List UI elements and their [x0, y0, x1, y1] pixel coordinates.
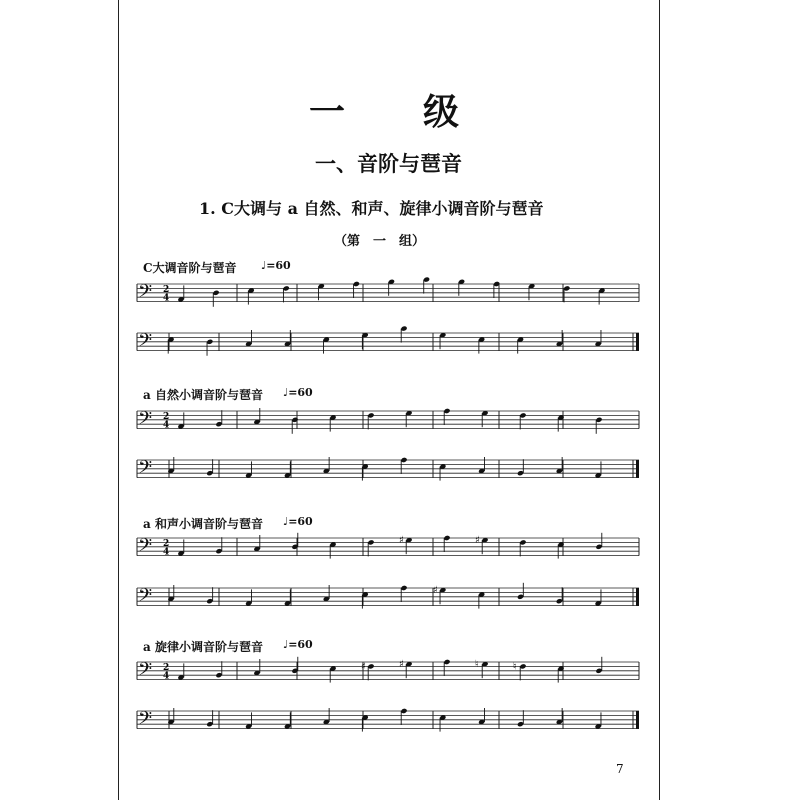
accidental: ♯: [399, 659, 404, 671]
accidental: ♯: [475, 535, 480, 547]
scale-title: a 自然小调音阶与琶音: [143, 388, 263, 402]
tempo-marking: ♩=60: [283, 638, 313, 651]
group-label: （第 一 组）: [334, 234, 426, 249]
time-signature-top: 2: [163, 662, 170, 673]
bass-clef: 𝄢: [138, 659, 153, 685]
tempo-marking: ♩=60: [261, 259, 291, 272]
final-bar-thick: [636, 333, 639, 351]
tempo-marking: ♩=60: [283, 515, 313, 528]
scale-title: C大调音阶与琶音: [143, 261, 237, 275]
time-signature-bottom: 4: [163, 547, 170, 558]
bass-clef: 𝄢: [138, 330, 153, 356]
bass-clef: 𝄢: [138, 457, 153, 483]
time-signature-bottom: 4: [163, 671, 170, 682]
accidental: ♮: [475, 659, 479, 671]
time-signature-top: 2: [163, 284, 170, 295]
bass-clef: 𝄢: [138, 535, 153, 561]
final-bar-thick: [636, 588, 639, 606]
accidental: ♯: [399, 535, 404, 547]
final-bar-thick: [636, 711, 639, 729]
level-title: 一 级: [309, 91, 462, 133]
accidental: ♮: [513, 661, 517, 673]
time-signature-bottom: 4: [163, 420, 170, 431]
bass-clef: 𝄢: [138, 585, 153, 611]
final-bar-thick: [636, 460, 639, 478]
time-signature-top: 2: [163, 411, 170, 422]
accidental: ♯: [361, 661, 366, 673]
scale-title: a 旋律小调音阶与琶音: [143, 640, 263, 654]
accidental: ♯: [432, 585, 438, 597]
time-signature-bottom: 4: [163, 293, 170, 304]
bass-clef: 𝄢: [138, 281, 153, 307]
page-number: 7: [616, 762, 624, 776]
section-title: 一、音阶与琶音: [315, 151, 462, 176]
scale-title: a 和声小调音阶与琶音: [143, 517, 263, 531]
time-signature-top: 2: [163, 538, 170, 549]
score-page: [118, 0, 660, 800]
staves: [119, 0, 659, 800]
tempo-marking: ♩=60: [283, 386, 313, 399]
bass-clef: 𝄢: [138, 408, 153, 434]
bass-clef: 𝄢: [138, 708, 153, 734]
subsection-title: 1. C大调与 a 自然、和声、旋律小调音阶与琶音: [199, 199, 544, 218]
